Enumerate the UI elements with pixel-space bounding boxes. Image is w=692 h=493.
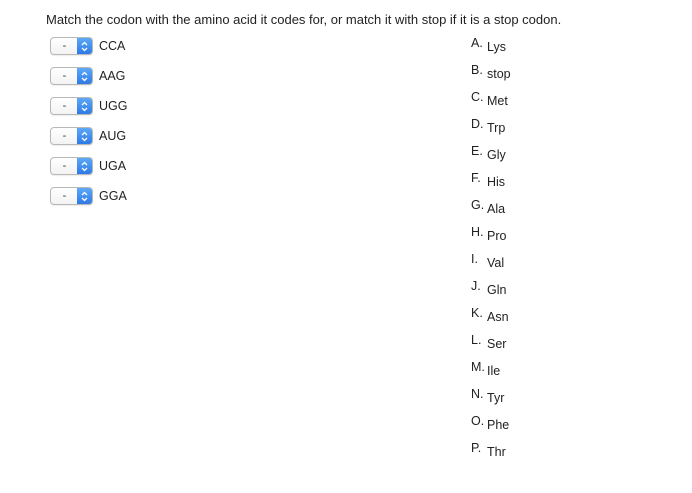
- answer-option: [471, 441, 591, 461]
- answer-select-aag[interactable]: [50, 67, 93, 85]
- answer-text: Tyr: [487, 391, 505, 405]
- answer-text: Gln: [487, 283, 507, 297]
- answer-text: Thr: [487, 445, 506, 459]
- answer-letter: B.: [471, 63, 483, 77]
- answer-text: Phe: [487, 418, 510, 432]
- answer-letter: C.: [471, 90, 484, 104]
- answer-letter: K.: [471, 306, 483, 320]
- answer-text: Trp: [487, 121, 506, 135]
- question-row-aug: [50, 126, 126, 146]
- chevron-updown-icon: [77, 98, 92, 114]
- answer-letter: A.: [471, 36, 483, 50]
- answer-option: [471, 117, 591, 137]
- answer-letter: H.: [471, 225, 484, 239]
- question-row-cca: [50, 36, 125, 56]
- answer-letter: F.: [471, 171, 481, 185]
- answer-option: [471, 171, 591, 191]
- answer-option: [471, 144, 591, 164]
- select-value: -: [62, 160, 67, 172]
- question-row-gga: [50, 186, 127, 206]
- select-value: -: [62, 100, 67, 112]
- answer-text: stop: [487, 67, 511, 81]
- answer-letter: J.: [471, 279, 481, 293]
- answer-letter: I.: [471, 252, 478, 266]
- answer-select-cca[interactable]: [50, 37, 93, 55]
- chevron-updown-icon: [77, 38, 92, 54]
- codon-label: AAG: [99, 69, 126, 83]
- codon-label: GGA: [99, 189, 127, 203]
- chevron-updown-icon: [77, 158, 92, 174]
- answer-text: Lys: [487, 40, 506, 54]
- codon-label: AUG: [99, 129, 127, 143]
- answer-text: Met: [487, 94, 508, 108]
- answer-text: Val: [487, 256, 505, 270]
- answer-select-uga[interactable]: [50, 157, 93, 175]
- answer-letter: P.: [471, 441, 482, 455]
- codon-label: UGA: [99, 159, 127, 173]
- answer-option: [471, 90, 591, 110]
- answer-letter: M.: [471, 360, 485, 374]
- select-value: -: [62, 130, 67, 142]
- answer-letter: D.: [471, 117, 484, 131]
- answer-text: His: [487, 175, 506, 189]
- answer-letter: O.: [471, 414, 485, 428]
- answer-select-ugg[interactable]: [50, 97, 93, 115]
- select-value: -: [62, 70, 67, 82]
- chevron-updown-icon: [77, 188, 92, 204]
- chevron-updown-icon: [77, 128, 92, 144]
- answer-option: [471, 279, 591, 299]
- answer-text: Pro: [487, 229, 507, 243]
- answer-text: Asn: [487, 310, 509, 324]
- answer-option: [471, 333, 591, 353]
- answer-text: Ser: [487, 337, 507, 351]
- answer-letter: L.: [471, 333, 482, 347]
- select-value: -: [62, 190, 67, 202]
- answer-option: [471, 225, 591, 245]
- answer-select-gga[interactable]: [50, 187, 93, 205]
- question-row-ugg: [50, 96, 127, 116]
- codon-label: UGG: [99, 99, 128, 113]
- answer-option: [471, 306, 591, 326]
- select-value: -: [62, 40, 67, 52]
- codon-label: CCA: [99, 39, 126, 53]
- answer-option: [471, 414, 591, 434]
- answer-option: [471, 360, 591, 380]
- chevron-updown-icon: [77, 68, 92, 84]
- answer-option: [471, 387, 591, 407]
- answer-option: [471, 198, 591, 218]
- question-row-aag: [50, 66, 125, 86]
- answer-text: Ala: [487, 202, 506, 216]
- question-instruction: Match the codon with the amino acid it codes for, or match it with stop if it is a stop codon.: [46, 12, 562, 27]
- answer-option: [471, 36, 591, 56]
- answer-select-aug[interactable]: [50, 127, 93, 145]
- answer-option: [471, 63, 591, 83]
- question-row-uga: [50, 156, 126, 176]
- answer-letter: N.: [471, 387, 484, 401]
- answer-text: Gly: [487, 148, 506, 162]
- answer-option: [471, 252, 591, 272]
- answer-letter: E.: [471, 144, 483, 158]
- answer-letter: G.: [471, 198, 485, 212]
- answer-text: Ile: [487, 364, 501, 378]
